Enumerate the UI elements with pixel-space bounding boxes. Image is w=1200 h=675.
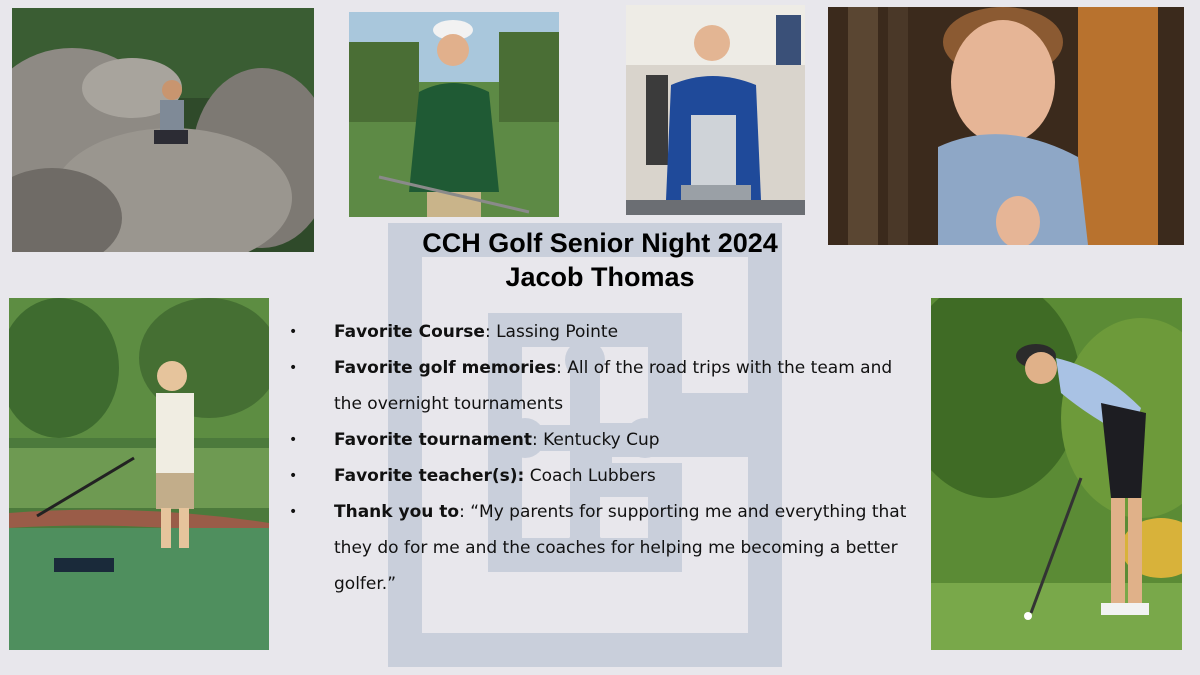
list-item [285, 350, 925, 422]
bullet-icon: • [289, 432, 298, 448]
photo-thumbs-up [828, 7, 1184, 245]
list-item [285, 422, 925, 458]
fact-label: Favorite teacher(s): [334, 466, 525, 486]
list-item [285, 458, 925, 494]
fact-separator: : [556, 358, 568, 378]
fact-label: Thank you to [334, 502, 460, 522]
title-event: CCH Golf Senior Night 2024 [422, 228, 778, 258]
title-player-name: Jacob Thomas [505, 262, 695, 292]
photo-robotics [626, 5, 805, 215]
photo-rocks [12, 8, 314, 252]
fact-separator: : [484, 322, 497, 342]
bullet-icon: • [289, 468, 298, 484]
fact-value: Coach Lubbers [529, 466, 656, 486]
fact-label: Favorite golf memories [334, 358, 557, 378]
bullet-icon: • [289, 504, 298, 520]
fact-label: Favorite tournament [334, 430, 532, 450]
facts-list [285, 314, 925, 602]
fact-value: “My parents for supporting me and everything that they do for me and the coaches for helping me becoming a better golfer.” [334, 502, 907, 594]
photo-green-shirt [349, 12, 559, 217]
fact-separator: : [531, 430, 544, 450]
slide-title [370, 226, 830, 294]
bullet-icon: • [289, 360, 298, 376]
bullet-icon: • [289, 324, 298, 340]
list-item [285, 314, 925, 350]
list-item [285, 494, 925, 602]
fact-value: All of the road trips with the team and the overnight tournaments [334, 358, 893, 414]
fact-label: Favorite Course [334, 322, 485, 342]
photo-golfer-putting [931, 298, 1182, 650]
fact-value: Lassing Pointe [496, 322, 619, 342]
fact-separator: : [459, 502, 471, 522]
fact-value: Kentucky Cup [543, 430, 660, 450]
photo-toddler-minigolf [9, 298, 269, 650]
